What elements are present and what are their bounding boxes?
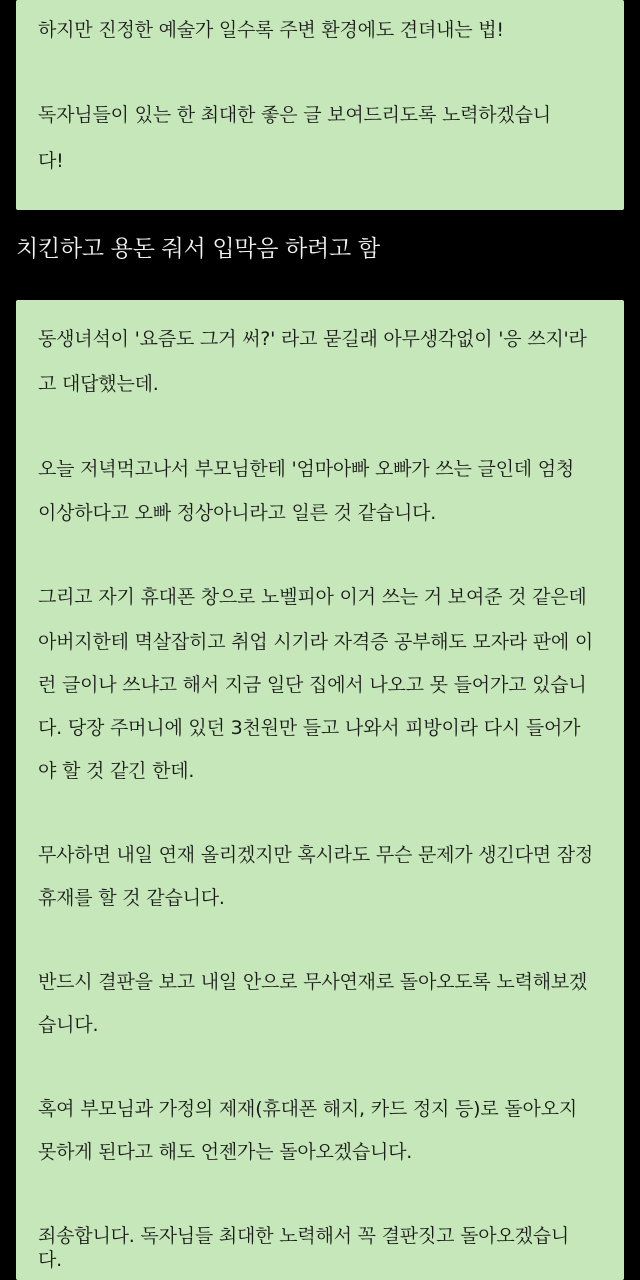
body-text-line: 고 대답했는데. <box>38 373 159 395</box>
body-text-line: 휴재를 할 것 같습니다. <box>38 887 225 909</box>
body-text-line: 죄송합니다. 독자님들 최대한 노력해서 꼭 결판짓고 돌아오겠습니 <box>38 1225 570 1247</box>
body-text-line: 런 글이나 쓰냐고 해서 지금 일단 집에서 나오고 못 들어가고 있습니 <box>38 674 587 696</box>
body-text-line: 오늘 저녁먹고나서 부모님한테 '엄마아빠 오빠가 쓰는 글인데 엄청 <box>38 458 575 480</box>
body-text-line: 못하게 된다고 해도 언젠가는 돌아오겠습니다. <box>38 1141 413 1163</box>
body-text-line: 습니다. <box>38 1014 99 1036</box>
body-text-line: 이상하다고 오빠 정상아니라고 일른 것 같습니다. <box>38 502 437 524</box>
top-message-panel <box>16 0 624 210</box>
body-text-line: 야 할 것 같긴 한데. <box>38 760 195 782</box>
body-text-line: 아버지한테 멱살잡히고 취업 시기라 자격증 공부해도 모자라 판에 이 <box>38 631 594 653</box>
body-text-line: 그리고 자기 휴대폰 창으로 노벨피아 이거 쓰는 거 보여준 것 같은데 <box>38 586 587 608</box>
body-text-line: 다. 당장 주머니에 있던 3천원만 들고 나와서 피방이라 다시 들어가 <box>38 717 581 739</box>
top-text-line: 독자님들이 있는 한 최대한 좋은 글 보여드리도록 노력하겠습니 <box>38 104 551 126</box>
body-text-line: 혹여 부모님과 가정의 제재(휴대폰 해지, 카드 정지 등)로 돌아오지 <box>38 1098 577 1120</box>
body-text-line: 무사하면 내일 연재 올리겠지만 혹시라도 무슨 문제가 생긴다면 잠정 <box>38 844 594 866</box>
body-text-line: 다. <box>38 1249 62 1271</box>
top-text-line: 다! <box>38 150 64 172</box>
body-text-line: 동생녀석이 '요즘도 그거 써?' 라고 묻길래 아무생각없이 '응 쓰지'라 <box>38 328 587 350</box>
caption-text: 치킨하고 용돈 줘서 입막음 하려고 함 <box>16 236 380 262</box>
top-text-line: 하지만 진정한 예술가 일수록 주변 환경에도 견뎌내는 법! <box>38 19 504 41</box>
bottom-message-panel <box>16 300 624 1280</box>
body-text-line: 반드시 결판을 보고 내일 안으로 무사연재로 돌아오도록 노력해보겠 <box>38 971 588 993</box>
